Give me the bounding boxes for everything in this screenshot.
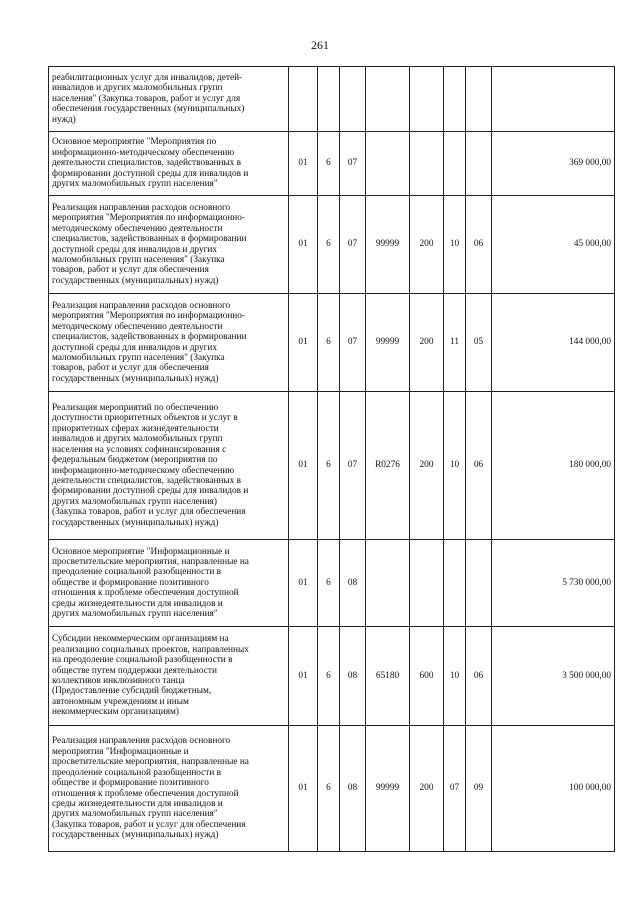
main-event-code: 07 <box>340 392 366 540</box>
amount: 5 730 000,00 <box>492 540 615 627</box>
main-event-code: 07 <box>340 132 366 196</box>
main-event-code: 07 <box>340 294 366 392</box>
subsection-code: 05 <box>466 294 492 392</box>
direction-code: 99999 <box>366 196 410 294</box>
amount <box>492 67 615 132</box>
program-code: 01 <box>289 540 318 627</box>
program-code: 01 <box>289 294 318 392</box>
expense-type-code <box>410 540 444 627</box>
main-event-code: 07 <box>340 196 366 294</box>
expense-type-code: 600 <box>410 627 444 726</box>
main-event-code: 08 <box>340 627 366 726</box>
row-description: реабилитационных услуг для инвалидов, детей- инвалидов и других маломобильных групп населения" (Закупка товаров, работ и услуг для обеспечения государственных (муниципальных) нужд) <box>49 67 289 132</box>
expense-type-code <box>410 67 444 132</box>
row-description: Реализация направления расходов основного мероприятия "Информационные и просветительские мероприятия, направленные на преодоление социальной разобщенности в обществе и формирование позитивного отношения к проблеме обеспечения доступной среды жизнедеятельности для инвалидов и других маломобильных групп населения" (Закупка товаров, работ и услуг для обеспечения государственных (муниципальных) нужд) <box>49 726 289 852</box>
subsection-code: 06 <box>466 627 492 726</box>
row-description: Основное мероприятие "Мероприятия по информационно-методическому обеспечению деятельности специалистов, задействованных в формировании доступной среды для инвалидов и других маломобильных групп населения" <box>49 132 289 196</box>
subprogram-code: 6 <box>318 132 340 196</box>
row-description: Субсидии некоммерческим организациям на реализацию социальных проектов, направленных на преодоление социальной разобщенности в обществе путем поддержки деятельности коллективов инклюзивного танца (Предоставление субсидий бюджетным, автономным учреждениям и иным некоммерческим организациям) <box>49 627 289 726</box>
expense-type-code: 200 <box>410 726 444 852</box>
subsection-code: 06 <box>466 392 492 540</box>
amount: 3 500 000,00 <box>492 627 615 726</box>
direction-code: 99999 <box>366 726 410 852</box>
expense-type-code <box>410 132 444 196</box>
row-description: Реализация направления расходов основного мероприятия "Мероприятия по информационно- методическому обеспечению деятельности специалистов, задействованных в формировании доступной среды для инвалидов и других маломобильных групп населения" (Закупка товаров, работ и услуг для обеспечения государственных (муниципальных) нужд) <box>49 294 289 392</box>
subprogram-code: 6 <box>318 627 340 726</box>
subprogram-code <box>318 67 340 132</box>
expense-type-code: 200 <box>410 196 444 294</box>
row-description: Реализация мероприятий по обеспечению доступности приоритетных объектов и услуг в приоритетных сферах жизнедеятельности инвалидов и других маломобильных групп населения на условиях софинансирования с федеральным бюджетом (мероприятия по информационно-методическому обеспечению деятельности специалистов, задействованных в формировании доступной среды для инвалидов и других маломобильных групп населения) (Закупка товаров, работ и услуг для обеспечения государственных (муниципальных) нужд) <box>49 392 289 540</box>
section-code: 10 <box>444 627 466 726</box>
subprogram-code: 6 <box>318 392 340 540</box>
main-event-code: 08 <box>340 726 366 852</box>
section-code <box>444 67 466 132</box>
subsection-code <box>466 132 492 196</box>
amount: 180 000,00 <box>492 392 615 540</box>
subprogram-code: 6 <box>318 726 340 852</box>
page-number: 261 <box>311 38 329 52</box>
direction-code: 99999 <box>366 294 410 392</box>
row-description: Основное мероприятие "Информационные и просветительские мероприятия, направленные на преодоление социальной разобщенности в обществе и формирование позитивного отношения к проблеме обеспечения доступной среды жизнедеятельности для инвалидов и других маломобильных групп населения" <box>49 540 289 627</box>
program-code: 01 <box>289 392 318 540</box>
subsection-code <box>466 67 492 132</box>
direction-code <box>366 67 410 132</box>
subprogram-code: 6 <box>318 294 340 392</box>
main-event-code: 08 <box>340 540 366 627</box>
table-row <box>49 627 615 726</box>
section-code: 07 <box>444 726 466 852</box>
direction-code <box>366 540 410 627</box>
subsection-code: 09 <box>466 726 492 852</box>
table-row <box>49 392 615 540</box>
amount: 45 000,00 <box>492 196 615 294</box>
main-event-code <box>340 67 366 132</box>
table-row <box>49 540 615 627</box>
program-code: 01 <box>289 627 318 726</box>
program-code: 01 <box>289 196 318 294</box>
row-description: Реализация направления расходов основного мероприятия "Мероприятия по информационно- методическому обеспечению деятельности специалистов, задействованных в формировании доступной среды для инвалидов и других маломобильных групп населения" (Закупка товаров, работ и услуг для обеспечения государственных (муниципальных) нужд) <box>49 196 289 294</box>
table-row <box>49 294 615 392</box>
table-row <box>49 726 615 852</box>
direction-code <box>366 132 410 196</box>
expense-type-code: 200 <box>410 392 444 540</box>
direction-code: 65180 <box>366 627 410 726</box>
table-row <box>49 67 615 132</box>
subprogram-code: 6 <box>318 196 340 294</box>
subprogram-code: 6 <box>318 540 340 627</box>
section-code: 10 <box>444 392 466 540</box>
expense-type-code: 200 <box>410 294 444 392</box>
table-row <box>49 196 615 294</box>
program-code: 01 <box>289 132 318 196</box>
direction-code: R0276 <box>366 392 410 540</box>
section-code: 11 <box>444 294 466 392</box>
budget-table <box>48 66 615 852</box>
amount: 369 000,00 <box>492 132 615 196</box>
subsection-code: 06 <box>466 196 492 294</box>
section-code <box>444 540 466 627</box>
program-code <box>289 67 318 132</box>
section-code <box>444 132 466 196</box>
section-code: 10 <box>444 196 466 294</box>
subsection-code <box>466 540 492 627</box>
program-code: 01 <box>289 726 318 852</box>
table-row <box>49 132 615 196</box>
amount: 100 000,00 <box>492 726 615 852</box>
amount: 144 000,00 <box>492 294 615 392</box>
